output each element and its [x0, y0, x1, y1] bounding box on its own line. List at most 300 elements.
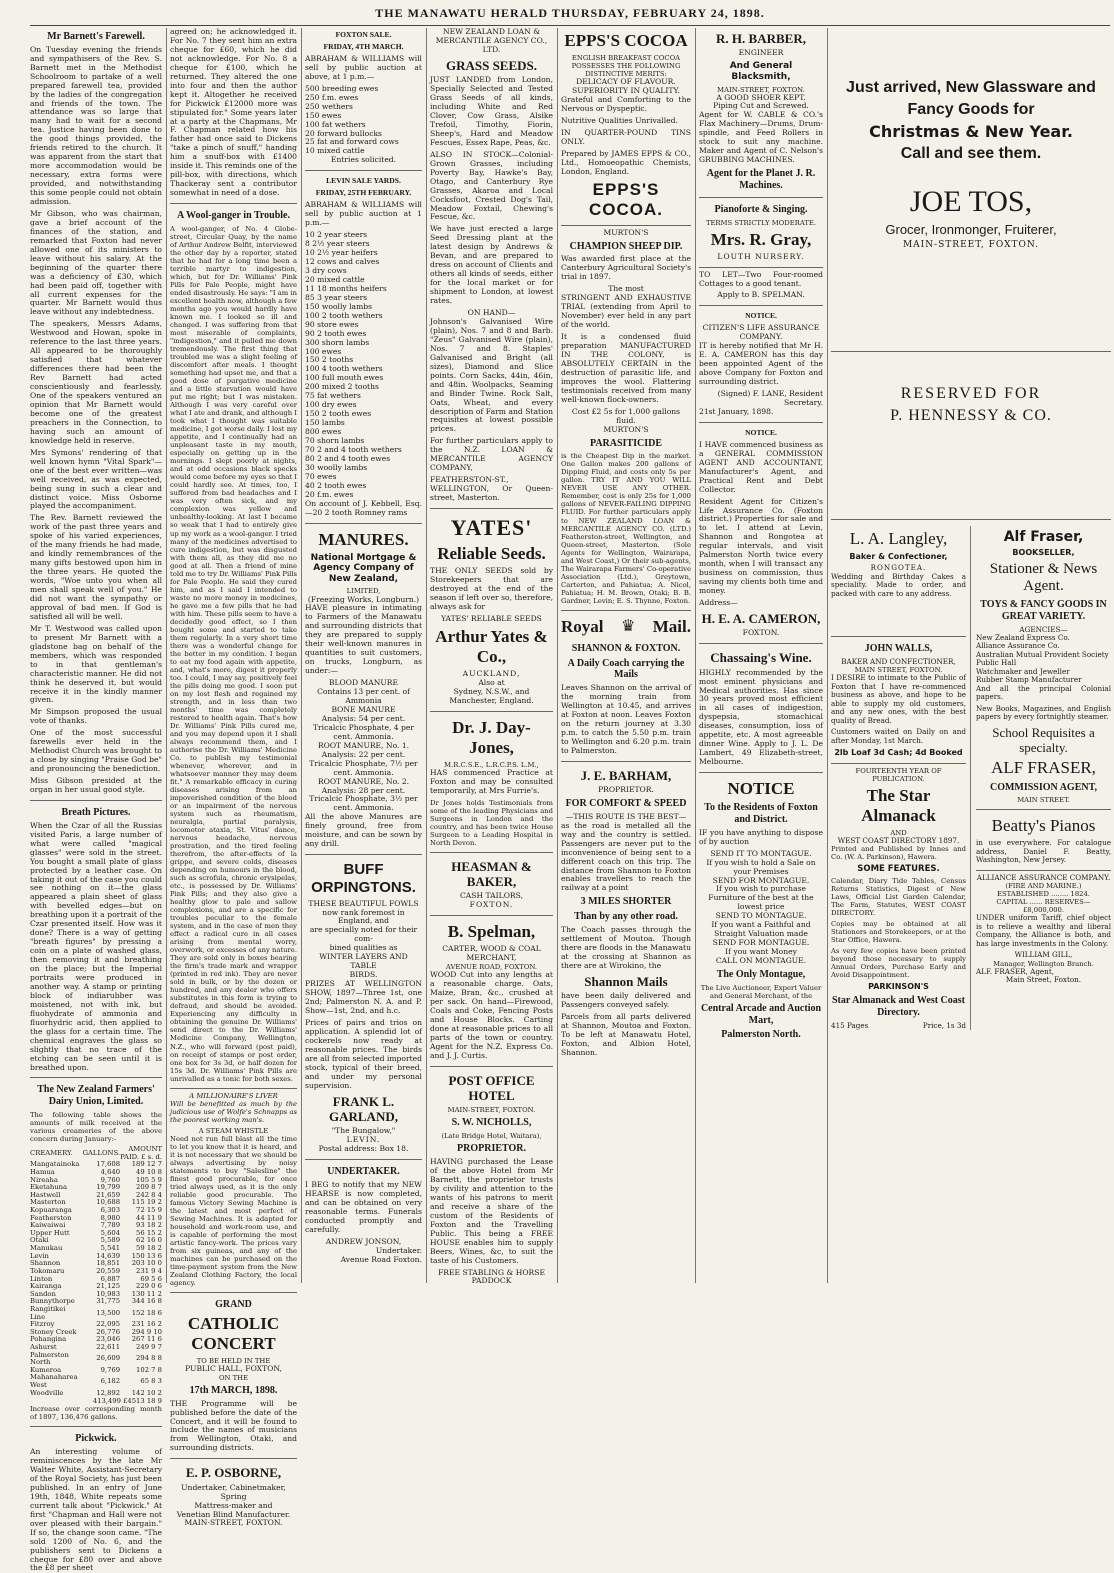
- hotel-title: POST OFFICE HOTEL: [448, 1072, 535, 1104]
- tolet-text: TO LET—Two Four-roomed Cottages to a good tenant.: [699, 269, 823, 288]
- amount-cell: 62 16 0: [136, 1236, 162, 1245]
- fraser-agency-list: [976, 634, 1111, 685]
- alliance-agent: ALF. FRASER, Agent,: [976, 966, 1054, 976]
- notice-text: Resident Agent for Citizen's Life Assurance Co. (Foxton district.) Properties for sale and to let. I attend at Levin, Shannon and Rongotea at regular intervals, and visit Palmerston North twice every month, when I will transact any business on commission, thus saving my clients both time and money.: [699, 496, 823, 596]
- spelman-addr: AVENUE ROAD, FOXTON.: [445, 963, 538, 972]
- agency-item: Australian Mutual Provident Society: [976, 649, 1109, 659]
- amount-cell: 65 8 3: [140, 1377, 162, 1386]
- creamery-cell: Eketahuna: [30, 1183, 68, 1192]
- heasman-trade: CASH TAILORS,: [460, 891, 523, 901]
- almanack-price: Price, 1s 3d: [922, 1020, 966, 1030]
- reserved-line: P. HENNESSY & CO.: [890, 406, 1052, 424]
- alliance-est: ESTABLISHED ........ 1824.: [997, 890, 1090, 899]
- fraser-trade: BOOKSELLER,: [1012, 548, 1075, 558]
- table-header: AMOUNT PAID. £ s. d.: [120, 1145, 162, 1161]
- barham-role: PROPRIETOR.: [598, 785, 654, 795]
- montague-item: If you want Money: [725, 947, 797, 957]
- sale-item: 300 shorn lambs: [305, 337, 370, 347]
- montague-item: If you wish to purchase Furniture of the best at the lowest price: [708, 884, 814, 912]
- beatty-text: in use everywhere. For catalogue address, Daniel F. Beatty, Washington, New Jersey.: [976, 838, 1111, 865]
- creamery-cell: Ashurst: [30, 1342, 57, 1351]
- sale-item: 90 store ewes: [305, 319, 359, 329]
- buff-line: BIRDS.: [349, 970, 378, 980]
- dayjones-text: Dr Jones holds Testimonials from some of the leading Physicians and Surgeons in London and the country, and has been twice House Surgeon to a Leading Hospital in North Devon.: [430, 798, 553, 847]
- masthead-title: THE MANAWATU HERALD THURSDAY, FEBRUARY 24, 1898.: [375, 6, 765, 20]
- alliance-title: ALLIANCE ASSURANCE COMPANY.: [976, 872, 1111, 882]
- table-header: GALLONS.: [82, 1148, 121, 1157]
- article-paragraph: On Tuesday evening the friends and sympathisers of the Rev. S. Barnett met in the Methodist Schoolroom to partake of a well prepared farewell tea, provided by the ladies of the congregation and friends of the town. The attendance was so large that many had to wait for a second tea. Justice having been done to the good things provided, the friends retired to the church. It was apparent from the start that more accommodation would be necessary, extra forms were provided, and notwithstanding this some people could not obtain admission.: [30, 44, 162, 206]
- dayjones-quals: M.R.C.S.E., L.R.C.P.S. L.M.,: [444, 760, 539, 769]
- walls-trade: BAKER AND CONFECTIONER,: [841, 656, 956, 666]
- royalmail-coach: A Daily Coach carrying the Mails: [567, 657, 685, 681]
- agency-item: Rubber Stamp Manufacturer: [976, 675, 1082, 685]
- montague-arcade: Central Arcade and Auction Mart,: [700, 1002, 822, 1026]
- sale-item: 150 2 tooths: [305, 355, 354, 365]
- sale-title: FOXTON SALE.: [335, 30, 392, 39]
- almanack-pages: 415 Pages: [831, 1020, 869, 1030]
- sale-item: 10 2 year steers: [305, 230, 368, 240]
- epps-line: IN QUARTER-POUND TINS ONLY.: [561, 127, 691, 146]
- table-row: [30, 1374, 162, 1389]
- grass-text: Johnson's Galvanised Wire (plain), Nos. 7 and 8 and Barb. "Zeus" Galvanised Wire (plain), Nos. 7 and 8. Staples' Galvanised and Bright (all sizes), Diamond and Slice points. Corn Sacks, 44in, 46in, and 48in. Woolpacks, Seaming and Binder Twine. Rock Salt, Oats, Wheat, and every description of Farm and Station requisites at lowest possible prices.: [430, 316, 553, 434]
- buff-text: Prices of pairs and trios on application. A splendid lot of cockerels now ready at reasonable prices. The birds are all from selected imported stock, typical of their breed, and under my personal supervision.: [305, 1017, 422, 1090]
- column-1: [30, 28, 162, 1573]
- article-paragraph: The speakers, Messrs Adams, Westwood and Howan, spoke in reference to the last three years. All appeared to be thoroughly satisfied that whatever differences there had been the Rev Barnett had acted conscientiously and fearlessly. One of the speakers ventured an opinion that Mr Barnett would become one of the greatest preachers in the Connection, to having such an amount of knowledge held in reserve.: [30, 319, 162, 445]
- montague-list: [699, 850, 823, 966]
- hotel-role: PROPRIETOR.: [457, 1143, 526, 1155]
- hotel-addr: MAIN-STREET, FOXTON.: [447, 1106, 536, 1115]
- grass-text: We have just erected a large Seed Dressing plant at the latest design by Andrews & Bevan, and are prepared to dress on account of Clients and others all kinds of seeds, either for the local market or for shipment to London, at lowest rates.: [430, 224, 553, 306]
- langley-text: Wedding and Birthday Cakes a speciality. Made to order, and packed with care to any address.: [831, 571, 966, 598]
- manures-company: National Mortgage & Agency Company of New Zealand,: [310, 552, 417, 584]
- sale-item: 90 2 tooth ewes: [305, 328, 367, 338]
- col7-lower: [831, 526, 1111, 1030]
- article-paragraph: Miss Gibson presided at the organ in her usual good style.: [30, 776, 162, 795]
- gallons-cell: 17,608: [96, 1160, 121, 1169]
- manure-item: ROOT MANURE, No. 2.: [317, 776, 410, 786]
- sale-date: FRIDAY, 25TH FEBRUARY.: [315, 188, 412, 198]
- osborne-line: Venetian Blind Manufacturer.: [176, 1509, 291, 1519]
- amount-cell: 56 15 2: [136, 1228, 162, 1237]
- manure-item: ROOT MANURE, No. 1.: [317, 740, 410, 750]
- sale-item: 20 mixed cattle: [305, 274, 365, 284]
- amount-cell: 294 8 8: [136, 1354, 162, 1363]
- sale-item: 70 shorn lambs: [305, 436, 365, 446]
- notice-title: NOTICE.: [745, 427, 777, 437]
- manures-footer: All the above Manures are finely ground, free from moisture, and can be sown by any drill.: [305, 812, 422, 849]
- gray-name: Mrs. R. Gray,: [710, 229, 812, 249]
- yates-text: THE ONLY SEEDS sold by Storekeepers that are destroyed at the end of the season if left over so, therefore, always ask for: [430, 566, 553, 611]
- sale-item: 75 fat wethers: [305, 391, 361, 401]
- walls-name: JOHN WALLS,: [864, 643, 933, 654]
- sale-item: 11 18 months heifers: [305, 283, 387, 293]
- amount-cell: 203 10 0: [131, 1259, 162, 1268]
- column-rule: [827, 28, 828, 1283]
- yates-ask: YATES' RELIABLE SEEDS: [441, 613, 542, 623]
- gallons-cell: 20,559: [96, 1266, 121, 1275]
- amount-cell: 142 10 2: [131, 1388, 162, 1397]
- sale-footer: Entries solicited.: [330, 155, 397, 165]
- grass-company: NEW ZEALAND LOAN & MERCANTILE AGENCY CO., LTD.: [435, 27, 548, 54]
- sale-item: 100 dry ewes: [305, 400, 357, 410]
- yates-cities: Sydney, N.S.W., and Manchester, England.: [449, 686, 534, 705]
- yates-also: Also at: [478, 677, 505, 687]
- epps-line: DELICACY OF FLAVOUR.: [576, 77, 676, 87]
- col7-right: [971, 526, 1111, 1030]
- murton-t4: PARASITICIDE: [589, 437, 663, 449]
- concert-line: TO BE HELD IN THE: [196, 1356, 271, 1365]
- creamery-cell: Shannon: [30, 1259, 61, 1268]
- sale-item: 25 fat and forward cows: [305, 137, 399, 147]
- glassware-line: Just arrived, New Glassware and: [846, 79, 1096, 96]
- sale-list: [305, 231, 422, 500]
- agency-item: Alliance Assurance Co.: [976, 641, 1060, 651]
- sale-item: 100 2 tooth wethers: [305, 310, 383, 320]
- yates-title: YATES': [450, 515, 533, 541]
- undertaker-text: I BEG to notify that my NEW HEARSE is now completed, and can be obtained on very reasonable terms. Funerals conducted promptly and carefully.: [305, 1179, 422, 1234]
- table-row: [30, 1306, 162, 1321]
- sale-item: 20 f.m. ewes: [305, 489, 354, 499]
- montague-item: If you wish to hold a Sale on your Premises: [706, 857, 816, 876]
- gallons-cell: 9,760: [100, 1175, 121, 1184]
- creamery-cell: Woodville: [30, 1388, 64, 1397]
- article-title: A Wool-ganger in Trouble.: [177, 210, 290, 222]
- table-footnote: Increase over corresponding month of 1897, 136,476 gallons.: [30, 1405, 162, 1422]
- gallons-cell: 31,775: [96, 1297, 121, 1306]
- gallons-cell: 5,589: [100, 1236, 121, 1245]
- alliance-cap: CAPITAL ...... RESERVES—£8,000,000.: [996, 898, 1091, 915]
- grass-text: For further particulars apply to the N.Z. LOAN & MERCANTILE AGENCY COMPANY,: [430, 436, 553, 473]
- creamery-cell: Kumeroa: [30, 1365, 62, 1374]
- creamery-cell: Palmerston North: [30, 1350, 69, 1367]
- undertaker-addr: Avenue Road Foxton.: [340, 1254, 422, 1264]
- table-row: [30, 1352, 162, 1367]
- manure-item: BLOOD MANURE: [328, 678, 399, 688]
- notice-text: IT is hereby notified that Mr H. E. A. CAMERON has this day been appointed Agent of the above Company for Foxton and surrounding district.: [699, 341, 823, 387]
- gray-addr: LOUTH NURSERY.: [717, 251, 805, 261]
- glassware-line: Fancy Goods for: [907, 100, 1035, 118]
- osborne-line: MAIN-STREET, FOXTON.: [184, 1518, 283, 1528]
- creamery-cell: Kairanga: [30, 1282, 62, 1291]
- gallons-cell: 22,611: [96, 1342, 121, 1351]
- gallons-cell: 18,851: [96, 1259, 121, 1268]
- creamery-cell: Pohangina: [30, 1335, 67, 1344]
- barber-planet: Agent for the Planet J. R. Machines.: [706, 168, 816, 191]
- alliance-name: WILLIAM GILL,: [1014, 950, 1073, 960]
- col7-left: [831, 526, 971, 1030]
- alliance-addr: Main Street, Foxton.: [1005, 975, 1082, 985]
- walls-text: Customers waited on Daily on and after Monday, 1st March.: [831, 727, 966, 745]
- barham-h1: FOR COMFORT & SPEED: [565, 798, 687, 810]
- buff-line: are specially noted for their com-: [309, 925, 418, 944]
- column-3: [305, 28, 422, 1283]
- sale-item: 70 2 and 4 tooth wethers: [305, 444, 402, 454]
- creamery-cell: Mangatainoka: [30, 1160, 80, 1169]
- sale-item: 800 ewes: [305, 427, 342, 437]
- sale-date: FRIDAY, 4TH MARCH.: [323, 41, 404, 51]
- spelman-name: B. Spelman,: [447, 922, 536, 942]
- barber-name: R. H. BARBER,: [716, 31, 806, 46]
- almanack-text: As very few copies have been printed beyond those necessary to supply Annual Orders, Purchase Early and Avoid Disappointment.: [831, 947, 966, 980]
- column-4: [430, 27, 553, 1286]
- montague-item: SEND FOR MONTAGUE.: [712, 875, 810, 885]
- sale-item: 70 ewes: [305, 471, 337, 481]
- article-paragraph: An interesting volume of reminiscences by the late Mr Walter White, Assistant-Secretary of the Royal Society, has just been published. In an entry of June 19th, 1848, White repeats some current talk about "Pickwick." At first "Chapman and Hall were not over pleased with their bargain." If so, the change soon came. "The sold 1200 of No. 6, and the publishers sent to Dickens a cheque for £80 over and above the £8 per sheet: [30, 1447, 162, 1573]
- montague-only: The Only Montague,: [716, 969, 806, 981]
- amount-cell: 231 9 4: [136, 1266, 162, 1275]
- murton-trial: STRINGENT AND EXHAUSTIVE TRIAL (extending from April to November) ever held in any part of the world.: [561, 293, 691, 330]
- creamery-cell: Featherston: [30, 1213, 72, 1222]
- notice-addr: Address—: [699, 598, 738, 608]
- article-title: The New Zealand Farmers' Dairy Union, Limited.: [37, 1084, 155, 1108]
- gallons-cell: 4,640: [100, 1167, 121, 1176]
- manures-title: MANURES.: [318, 529, 409, 549]
- gallons-cell: 6,887: [100, 1274, 121, 1283]
- barham-text3: have been daily delivered and Passengers conveyed safely.: [561, 991, 691, 1010]
- amount-cell: 242 8 4: [136, 1190, 162, 1199]
- concert-date: 17th MARCH, 1898.: [189, 1384, 278, 1396]
- osborne-name: E. P. OSBORNE,: [185, 1465, 282, 1481]
- gallons-cell: 5,541: [100, 1244, 121, 1253]
- article-paragraph: The following table shows the amounts of milk received at the various creameries of the above concern during January:-: [30, 1111, 162, 1144]
- notice-text: I HAVE commenced business as a GENERAL COMMISSION AGENT AND ACCOUNTANT, Manufacturer's Agent, and Practical Rent and Debt Collector.: [699, 439, 823, 494]
- column-rule: [557, 28, 558, 1283]
- amount-cell: 72 15 9: [136, 1206, 162, 1215]
- creamery-cell: Bunnythorpe: [30, 1297, 75, 1306]
- epps-sub: ENGLISH BREAKFAST COCOA: [571, 54, 681, 63]
- article-paragraph: Mrs Symons' rendering of that well known hymn "Vital Spark"—one of the best ever written—was well received, as was expected, being sung in such a clear and distinct voice. Miss Osborne played the accompaniment.: [30, 447, 162, 511]
- gallons-cell: 12,892: [96, 1388, 121, 1397]
- almanack-pub: Printed and Published by Innes and Co. (W. A. Parkinson), Hawera.: [831, 845, 966, 862]
- sale-item: 80 2 and 4 tooth ewes: [305, 453, 391, 463]
- column-2: [170, 27, 298, 1528]
- chassaing-text: HIGHLY recommended by the most eminent physicians and Medical authorities. Has since 30 years proved most efficient in all cases of indigestion, dyspepsia, stomachical diseases, consumption, loss of appetite, etc. A most agreeable dinner Wine. Apply to J. L. De Lambert, 49 Elizabeth-street, Melbourne.: [699, 667, 823, 767]
- amount-cell: 150 13 6: [131, 1251, 162, 1260]
- barham-miles: 3 MILES SHORTER: [580, 896, 672, 908]
- langley-name: L. A. Langley,: [849, 528, 948, 548]
- sale-item: 250 wethers: [305, 101, 353, 111]
- sale-item: 10 mixed cattle: [305, 146, 365, 156]
- manure-item: Analysis: 22 per cent. Tricalcic Phosphate, 7½ per cent. Ammonia.: [309, 749, 418, 777]
- sale-item: 30 woolly lambs: [305, 462, 368, 472]
- creamery-cell: Upper Hutt: [30, 1228, 70, 1237]
- sale-item: 40 2 tooth ewes: [305, 480, 367, 490]
- buff-line: THESE BEAUTIFUL FOWLS: [308, 898, 419, 908]
- article-title: Mr Barnett's Farewell.: [47, 31, 145, 42]
- sale-item: 150 2 tooth ewes: [305, 409, 372, 419]
- amount-cell: 105 5 9: [136, 1175, 162, 1184]
- yates-title2: Reliable Seeds.: [437, 543, 546, 563]
- amount-cell: 249 9 7: [136, 1342, 162, 1351]
- gallons-cell: 21,125: [96, 1282, 121, 1291]
- almanack-text: Calendar, Diary Tide Tables, Census Returns Statistics, Digest of New Laws, Official List Garden Calendar, The Farm, Statutes, WEST COAST DIRECTORY.: [831, 877, 966, 918]
- royal-mail-header: [561, 614, 691, 640]
- sale-title: LEVIN SALE YARDS.: [326, 176, 401, 186]
- notice-date: 21st January, 1898.: [699, 406, 774, 416]
- langley-town: RONGOTEA.: [870, 563, 927, 573]
- buff-line: WINTER LAYERS AND TABLE: [319, 952, 408, 971]
- garland-name: FRANK L. GARLAND,: [329, 1093, 398, 1124]
- creamery-cell: Linton: [30, 1274, 53, 1283]
- article-paragraph: One of the most successful farewells ever held in the Methodist Church was brought to a close by singing "Praise God be" and pronouncing the benediction.: [30, 728, 162, 774]
- sale-item: 500 breeding ewes: [305, 83, 379, 93]
- murton-most: The most: [608, 284, 644, 294]
- osborne-line: Undertaker, Cabinetmaker, Spring: [181, 1482, 286, 1501]
- sale-item: 150 woolly lambs: [305, 301, 373, 311]
- buff-lines: [305, 900, 422, 981]
- royal-mail-left: Royal: [561, 616, 604, 636]
- fraser-text: New Books, Magazines, and English papers by every fortnightly steamer.: [976, 703, 1111, 722]
- glassware-line: Call and see them.: [900, 144, 1042, 162]
- amount-cell: 229 0 6: [136, 1282, 162, 1291]
- montague-text: IF you have anything to dispose of by auction: [699, 827, 823, 846]
- amount-cell: 115 19 2: [131, 1198, 162, 1207]
- creamery-cell: Manukau: [30, 1244, 63, 1253]
- almanack-footer: [831, 1022, 966, 1030]
- amount-cell: 44 11 9: [136, 1213, 162, 1222]
- manure-item: Analysis: 54 per cent. Tricalcic Phosphate, 4 per cent. Ammonia.: [312, 713, 415, 741]
- almanack-and: AND: [890, 828, 907, 837]
- beatty-title: Beatty's Pianos: [991, 816, 1096, 836]
- amount-cell: 59 18 2: [136, 1244, 162, 1253]
- tos-name: JOE TOS,: [909, 184, 1033, 218]
- grass-title: GRASS SEEDS.: [445, 57, 538, 73]
- article-paragraph: Mr Simpson proposed the usual vote of thanks.: [30, 707, 162, 726]
- barber-kept: A GOOD SHOER KEPT.: [716, 92, 806, 102]
- grass-text: ALSO IN STOCK—Colonial-Grown Grasses, including Poverty Bay, Hawke's Bay, Otago, and Canterbury Rye Grasses, Akaroa and Local Cocksfoot, Crested Dog's Tail, Meadow Foxtail, Chewing's Fescue, &c.: [430, 149, 553, 222]
- fraser-name2: ALF FRASER,: [991, 758, 1096, 778]
- manures-sub: (Freezing Works, Longburn.): [307, 594, 420, 604]
- article-paragraph: Mr T. Westwood was called upon to present Mr Barnett with a gladstone bag on behalf of the members, which was responded to in that gentleman's characteristic manner. He did not think he deserved it, but would receive it in the kindly manner given.: [30, 623, 162, 705]
- gallons-cell: 26,776: [96, 1327, 121, 1336]
- gallons-cell: 14,639: [96, 1251, 121, 1260]
- alliance-sub: (FIRE AND MARINE.): [1005, 882, 1082, 891]
- concert-title: CATHOLIC CONCERT: [187, 1313, 280, 1353]
- almanack-title: The Star Almanack: [861, 785, 936, 825]
- murton-t2: CHAMPION SHEEP DIP.: [569, 240, 683, 252]
- walls-text: I DESIRE to intimate to the Public of Foxton that I have re-commenced business as above, and hope to be able to supply my old customers, and any new ones, with the best quality of Bread.: [831, 673, 966, 725]
- amount-cell: 102 7 8: [136, 1365, 162, 1374]
- ad-text: Need not run full blast all the time to let you know that it is heard, and it is not necessary that we should be always advertising by noisy statements to buy "Salesline" the finest good procurable, for once tried always used, as it is the only reliable good procurable. The famous Victory Sewing Machine is the latest and most perfect of Sewing Machines. It is adapted for household and work-room use, and is capable of performing the most artistic fancy-work. The prices vary from six guineas, and any of the machines can be purchased on the time-payment system from the New Zealand Clothing Factory, the local agency.: [170, 1134, 297, 1287]
- epps-title2: EPPS'S COCOA.: [589, 179, 663, 219]
- osborne-line: Mattress-maker and: [194, 1500, 273, 1510]
- sale-item: 20 forward bullocks: [305, 128, 382, 138]
- creamery-cell: Rangitikei Line: [30, 1304, 66, 1321]
- fraser-agencies: AGENCIES—: [1019, 624, 1068, 634]
- tos-addr: MAIN-STREET, FOXTON.: [902, 240, 1040, 251]
- creamery-cell: Sandon: [30, 1289, 56, 1298]
- sale-item: 85 3 year steers: [305, 292, 368, 302]
- hotel-footer: FREE STABLING & HORSE PADDOCK: [437, 1267, 546, 1286]
- gallons-cell: 22,095: [96, 1320, 121, 1329]
- barham-name: J. E. BARHAM,: [580, 767, 672, 783]
- barham-h2: —THIS ROUTE IS THE BEST—: [565, 811, 687, 821]
- langley-trade: Baker & Confectioner,: [849, 551, 948, 561]
- barber-piping: Piping Cut and Screwed.: [713, 101, 809, 111]
- gallons-cell: 23,046: [96, 1335, 121, 1344]
- epps-line: Prepared by JAMES EPPS & CO., Ltd., Homoeopathic Chemists, London, England.: [561, 148, 691, 176]
- montague-item: CALL ON MONTAGUE.: [715, 956, 807, 966]
- buff-line: bined qualities as: [329, 943, 398, 953]
- heasman-town: FOXTON.: [469, 900, 514, 910]
- creamery-cell: Masterton: [30, 1198, 66, 1207]
- montague-item: SEND FOR MONTAGUE.: [712, 938, 810, 948]
- article-paragraph: A wool-ganger, of No. 4 Globe-street, Circular Quay, by the name of Arthur Andrew Belfit, interviewed the other day by a reporter, stated that he had for a long time been a terrible martyr to indigestion, which, but for Dr. Williams' Pink Pills for Pale People, might have ended disastrously. He says: "I am in excellent health now, although a few months ago you would hardly have known me. I looked so ill and changed. I was suffering from that most miserable of complaints, "indigestion," and it pulled me down tremendously. The first thing that troubled me was a slight feeling of discomfort after meals. I thought something had upset me, and that a good dose of purgative medicine and a little starvation would have put me right; but I was mistaken. Although I was very careful over what I ate and drank, and although I took what I thought was suitable medicine, I got worse daily. I lost my appetite, and I continually had an unpleasant taste in my mouth, especially on getting up in the mornings. I slept poorly at nights, and at odd occasions black specks would come before my eyes so that I could hardly see. At times, too, I suffered from bad headaches and I was very often sick, and my complexion was yellow and unhealthy-looking. At last I became so weak that I had to entirely give up my work as a wool-ganger. I tried many of the medicines advertised to cure indigestion, but was disgusted with them all, as they did me no good at all. Then a friend of mine told me to try Dr. Williams' Pink Pills for Pale People. He said they cured him, and as I said I intended to waste no more money in medicines, he gave me a few pills that he had with him. These pills seem to have a decidedly good effect, so I then bought some and started to take them regularly. In a very short time there was a wonderful change for the better in my condition. I began to eat my food again with appetite, and, what's more, digest it properly too. I could, I may say, positively feel the pills doing me good. I soon put on my lost flesh and regained my strength, and in less than two months' time was completely restored to health again. That's how Dr. Williams' Pink Pills cured me, and you may depend upon it I shall always recommend them, and I authorise the Dr. Williams' Medicine Co. to publish my testimonial whenever, wherever, and in whatsoever manner they may deem fit." A remarkable efficacy in curing diseases arising from an impoverished condition of the blood or an impairment of the nervous system such as rheumatism, neuralgia, partial paralysis, locomotor ataxia, St. Vitus' dance, nervous headache, nervous prostration, and the tired feeling therefrom, the after-effects of la grippe, and severe colds, diseases depending on humours in the blood, such as scrofula, chronic erysipelas, etc., is possessed by Dr. Williams' Pink Pills; and they also give a healthy glow to pale and sallow complexions, and are a specific for troubles peculiar to the female system, and in the case of men they effect a radical cure in all cases arising from mental worry, overwork, or excesses of any nature. They are sold only in boxes bearing the firm's trade mark and wrapper (printed in red ink). They are never sold in bulk, or by the dozen or hundred, and any dealer who offers substitutes in this form is trying to defraud, and should be avoided. Experiencing any difficulty in obtaining the genuine Dr. Williams' send direct to the Dr. Williams' Medicine Company, Wellington, N.Z., who will forward (post paid), on receipt of stamps or post order, one box for 3s 3d, or half dozen for 15s 3d. Dr. Williams' Pink Pills are unrivalled as a tonic for both sexes.: [170, 224, 298, 1083]
- almanack-sub: WEST COAST DIRECTORY 1897.: [837, 835, 960, 845]
- buff-prizes: PRIZES AT WELLINGTON SHOW, 1897—Three 1st, one 2nd; Palmerston N. A. and P. Show—1st, 2nd, and h.c.: [305, 979, 422, 1015]
- creamery-cell: Stoney Creek: [30, 1327, 77, 1336]
- murton-text: Was awarded first place at the Canterbury Agricultural Society's trial in 1897.: [561, 254, 691, 282]
- gallons-cell: 21,659: [96, 1190, 121, 1199]
- royalmail-text: Leaves Shannon on the arrival of the morning train from Wellington at 10.45, and arrives at Foxton at noon. Leaves Foxton on the return journey at 3.30 p.m. to catch the 5.50 p.m. train to Wellington and 6.20 p.m. train to Palmerston.: [561, 683, 691, 755]
- grass-addr: FEATHERSTON-ST., WELLINGTON, Or Queen-street, Masterton.: [430, 475, 553, 503]
- epps-line: DISTINCTIVE MERITS:: [585, 70, 667, 79]
- column-6: [699, 28, 823, 1283]
- barham-text4: Parcels from all parts delivered at Shannon, Moutoa and Foxton. To be left at Manawatu Hotel, Foxton, and Albion Hotel, Shannon.: [561, 1011, 691, 1057]
- agency-item: Watchmaker and Jeweller: [976, 666, 1070, 676]
- creamery-cell: Nireaha: [30, 1175, 58, 1184]
- sale-item: 200 mixed 2 tooths: [305, 382, 379, 392]
- column-rule: [166, 28, 167, 1283]
- sale-footer: On account of J. Kebbell, Esq.—20 2 tooth Romney rams: [305, 498, 422, 517]
- barham-text2: The Coach passes through the settlement of Moutoa. Though there are floods in the Manawatu at the crossing at Shannon as there are at Wirokino, the: [561, 924, 691, 970]
- murton-t1: MURTON'S: [603, 227, 649, 237]
- sale-item: 8 2½ year steers: [305, 239, 370, 249]
- gallons-cell: 10,983: [96, 1289, 121, 1298]
- gallons-cell: 13,500: [96, 1308, 121, 1317]
- epps-line: Grateful and Comforting to the Nervous or Dyspeptic.: [561, 95, 691, 113]
- sale-item: 100 full mouth ewes: [305, 373, 384, 383]
- royalmail-title: SHANNON & FOXTON.: [571, 642, 681, 654]
- concert-line: PUBLIC HALL, FOXTON,: [185, 1363, 282, 1373]
- gallons-cell: 5,604: [100, 1228, 121, 1237]
- gallons-cell: 6,303: [100, 1206, 121, 1215]
- sale-item: 100 ewes: [305, 346, 342, 356]
- article-title: Pickwick.: [75, 1433, 117, 1445]
- sale-item: 12 cows and calves: [305, 256, 380, 266]
- ad-title: A MILLIONAIRE'S LIVER: [189, 1091, 278, 1100]
- undertaker-name: ANDREW JONSON,: [325, 1236, 402, 1246]
- montague-sub: To the Residents of Foxton and District.: [704, 802, 818, 825]
- column-rule: [695, 28, 696, 1283]
- sale-item: 100 fat wethers: [305, 119, 366, 129]
- article-paragraph: Mr Gibson, who was chairman, gave a brief account of the finances of the station, and remarked that Foxton had never allowed one of its ministers to leave without his salary. At the beginning of the quarter there was a deficiency of £30, which had been paid off, together with all current expenses for the quarter. Mr Barnett would thus leave without any indebtedness.: [30, 208, 162, 317]
- sale-intro: ABRAHAM & WILLIAMS will sell by public auction at 1 p.m.—: [305, 200, 422, 228]
- glassware-line: Christmas & New Year.: [869, 121, 1073, 141]
- notice-company: CITIZEN'S LIFE ASSURANCE COMPANY.: [702, 323, 820, 342]
- column-7: [831, 28, 1111, 1283]
- creamery-cell: Kopuaranga: [30, 1206, 72, 1215]
- cameron-name: H. E. A. CAMERON,: [701, 611, 821, 626]
- creamery-cell: Hastwell: [30, 1190, 61, 1199]
- murton-t3: MURTON'S: [603, 424, 649, 434]
- agency-item: New Zealand Express Co.: [976, 632, 1070, 642]
- tolet-apply: Apply to B. SPELMAN.: [717, 290, 805, 300]
- royal-mail-right: Mail.: [652, 616, 691, 636]
- spelman-trade: CARTER, WOOD & COAL MERCHANT,: [442, 944, 541, 963]
- amount-cell: 231 16 2: [131, 1320, 162, 1329]
- amount-cell: 152 18 6: [131, 1308, 162, 1317]
- barham-than: Than by any other road.: [574, 911, 678, 923]
- fraser-name: Alf Fraser,: [1003, 528, 1084, 545]
- sale-list: [305, 85, 422, 157]
- creamery-cell: Tokomaru: [30, 1266, 65, 1275]
- notice-sig: (Signed) F. LANE, Resident Secretary.: [717, 389, 823, 407]
- epps-line: POSSESSES THE FOLLOWING: [571, 62, 681, 71]
- article-paragraph: When the Czar of all the Russias visited Paris, a large number of what were called "magical glasses" were sold in the street. You bought a small plate of glass protected by a leather case. On taking it out of the case you could see nothing on it—the glass appeared a plain sheet of glass with bevelled edges—but on breathing upon it a portrait of the Czar presented itself. How was it done? There is a way of getting "breath figures" by pressing a coin on a plate of washed glass, then removing it and breathing on the place; but the Imperial portraits were produced in another way. A stamp or printing block of indiarubber was moistened, not with ink, but fluohydrate of ammonia and fluorhydric acid, then applied to the glass for a certain time. The chemical engraves the glass so slightly that no trace of the etching can be seen until it is breathed upon.: [30, 820, 162, 1072]
- amount-cell: 93 18 2: [136, 1221, 162, 1230]
- chassaing-title: Chassaing's Wine.: [710, 650, 812, 666]
